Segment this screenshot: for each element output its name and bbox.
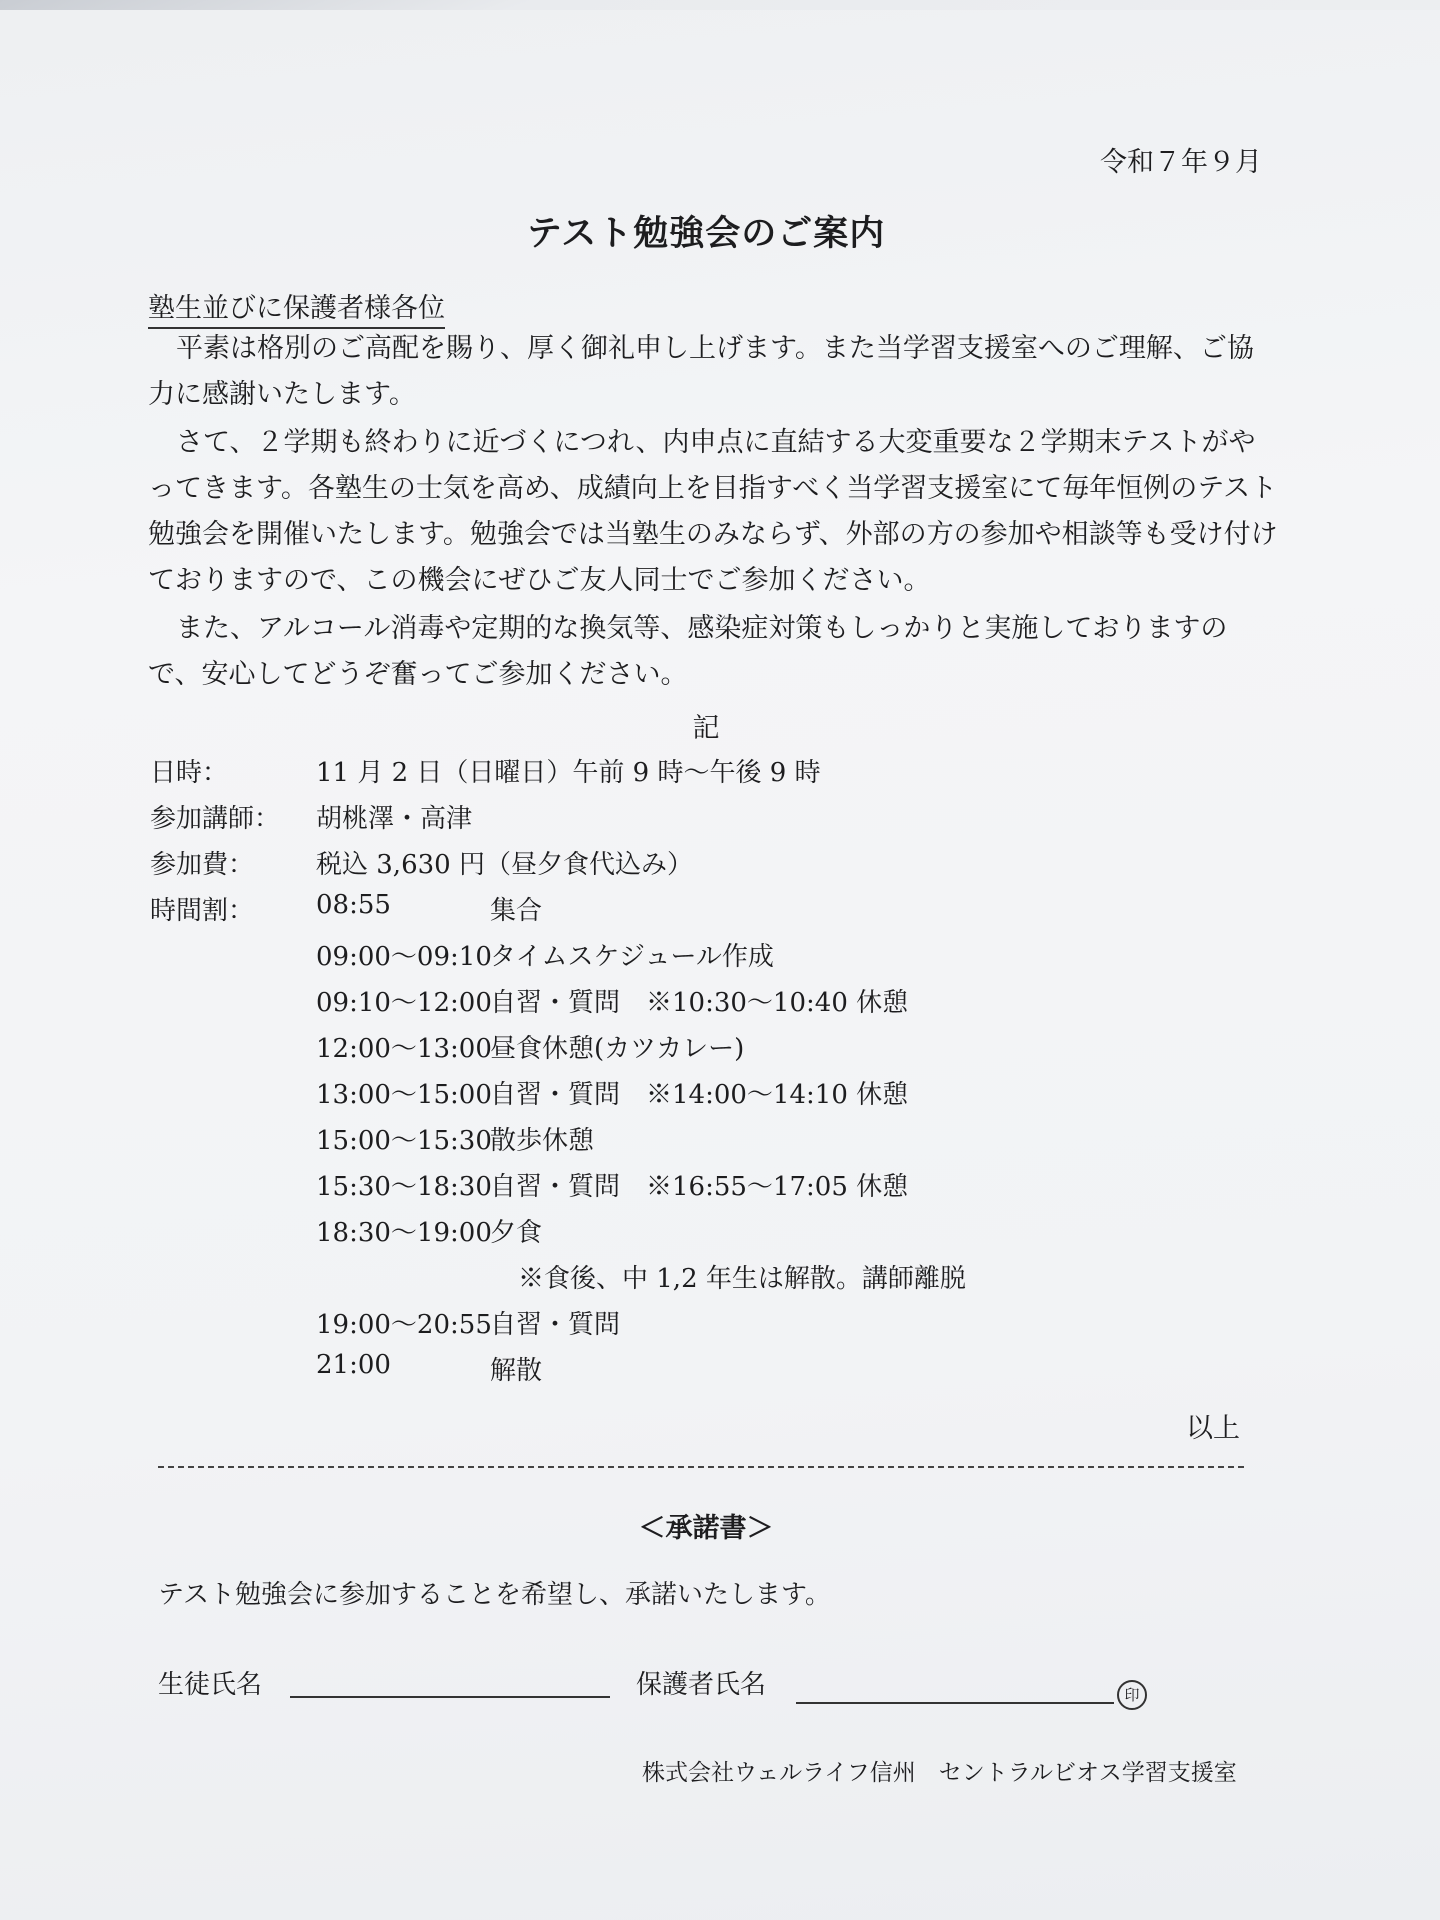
paragraph-announcement: さて、２学期も終わりに近づくにつれ、内申点に直結する大変重要な２学期末テストがやってきます。各塾生の士気を高め、成績向上を目指すべく当学習支援室にて毎年恒例のテスト勉強会を開催いたします。勉強会では当塾生のみならず、外部の方の参加や相談等も受け付けておりますので、この機会にぜひご友人同士でご参加ください。 — [148, 427, 1278, 596]
seal-mark: 印 — [1117, 1680, 1147, 1710]
schedule-activity: 自習・質問 ※16:55～17:05 休憩 — [490, 1172, 909, 1202]
paragraph-safety: また、アルコール消毒や定期的な換気等、感染症対策もしっかりと実施しておりますので、安心してどうぞ奮ってご参加ください。 — [148, 613, 1228, 690]
fee-value: 税込 3,630 円（昼夕食代込み） — [316, 850, 693, 880]
schedule-time: 18:30～19:00 — [316, 1218, 492, 1248]
cut-line-divider — [158, 1466, 1244, 1468]
schedule-activity: 昼食休憩(カツカレー) — [490, 1034, 745, 1064]
issue-date: 令和７年９月 — [1100, 147, 1262, 178]
consent-title: ＜承諾書＞ — [638, 1513, 774, 1544]
consent-text: テスト勉強会に参加することを希望し、承諾いたします。 — [158, 1580, 831, 1610]
company-name: 株式会社ウェルライフ信州 セントラルビオス学習支援室 — [642, 1760, 1237, 1786]
schedule-activity: 自習・質問 ※14:00～14:10 休憩 — [490, 1080, 909, 1110]
instructors-value: 胡桃澤・高津 — [316, 804, 473, 834]
schedule-time: 19:00～20:55 — [316, 1310, 492, 1340]
schedule-time: 09:00～09:10 — [316, 942, 492, 972]
fee-label: 参加費： — [150, 850, 255, 880]
schedule-activity: 解散 — [490, 1356, 543, 1386]
schedule-time: 15:30～18:30 — [316, 1172, 492, 1202]
schedule-label: 時間割： — [150, 896, 255, 926]
schedule-time: 21:00 — [316, 1350, 391, 1380]
schedule-time: 09:10～12:00 — [316, 988, 492, 1018]
schedule-time: 13:00～15:00 — [316, 1080, 492, 1110]
schedule-activity: 集合 — [490, 896, 543, 926]
datetime-value: 11 月 2 日（日曜日）午前 9 時～午後 9 時 — [316, 758, 821, 788]
datetime-label: 日時： — [150, 758, 229, 788]
schedule-activity: タイムスケジュール作成 — [490, 942, 774, 972]
instructors-label: 参加講師： — [150, 804, 281, 834]
addressee: 塾生並びに保護者様各位 — [148, 286, 445, 329]
document-title: テスト勉強会のご案内 — [526, 213, 886, 254]
closing-ijo: 以上 — [1186, 1413, 1240, 1444]
schedule-activity: 自習・質問 ※10:30～10:40 休憩 — [490, 988, 909, 1018]
schedule-note: ※食後、中 1,2 年生は解散。講師離脱 — [518, 1264, 966, 1294]
schedule-activity: 自習・質問 — [490, 1310, 621, 1340]
document-page — [0, 10, 1440, 1920]
schedule-time: 08:55 — [316, 890, 391, 920]
schedule-activity: 夕食 — [490, 1218, 543, 1248]
ki-heading: 記 — [692, 713, 720, 744]
student-name-label: 生徒氏名 — [158, 1670, 263, 1700]
student-name-line[interactable] — [290, 1696, 610, 1698]
guardian-name-label: 保護者氏名 — [636, 1670, 767, 1700]
guardian-name-line[interactable] — [796, 1702, 1114, 1704]
paragraph-greeting: 平素は格別のご高配を賜り、厚く御礼申し上げます。また当学習支援室へのご理解、ご協力に感謝いたします。 — [148, 333, 1254, 410]
schedule-activity: 散歩休憩 — [490, 1126, 595, 1156]
schedule-time: 12:00～13:00 — [316, 1034, 492, 1064]
schedule-time: 15:00～15:30 — [316, 1126, 492, 1156]
